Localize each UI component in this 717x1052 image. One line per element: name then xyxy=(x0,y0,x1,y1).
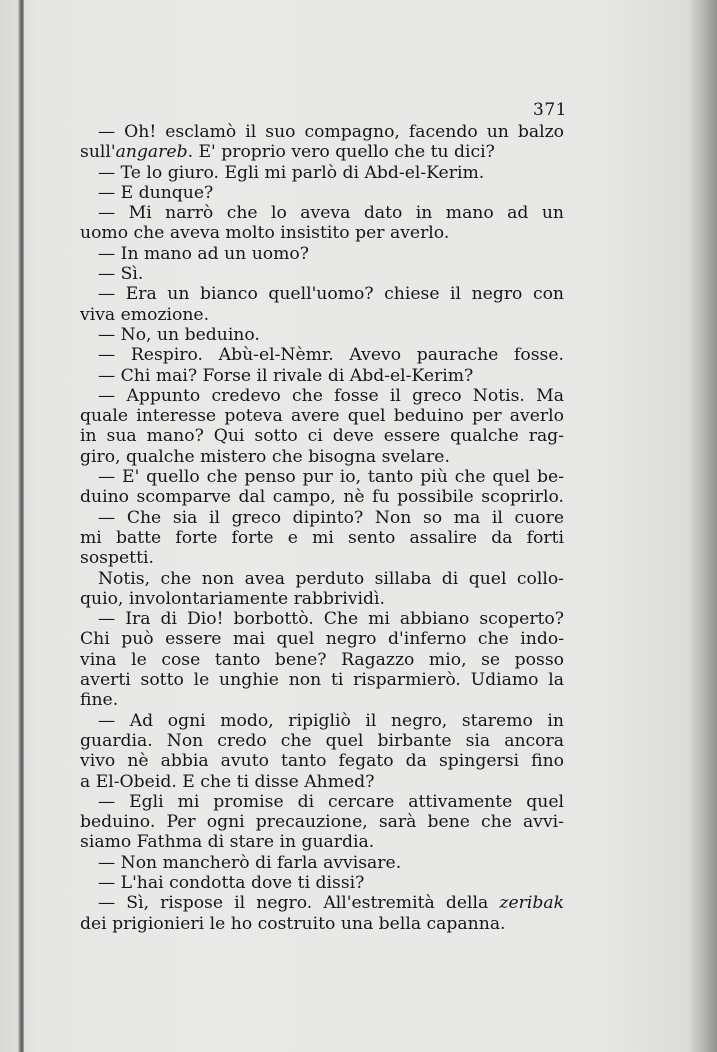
text-line: — Sì. xyxy=(98,264,144,285)
text-line: sospetti. xyxy=(80,548,154,569)
text-line: — Chi mai? Forse il rivale di Abd-el-Kerim? xyxy=(98,365,474,386)
text-line xyxy=(80,893,564,913)
text-line: Chi può essere mai quel negro d'inferno che indo- xyxy=(80,629,564,650)
text-line: guardia. Non credo che quel birbante sia ancora xyxy=(80,730,564,751)
text-line: — Te lo giuro. Egli mi parlò di Abd-el-Kerim. xyxy=(98,162,485,183)
text-line: fine. xyxy=(80,690,119,711)
text-line: — Non mancherò di farla avvisare. xyxy=(98,852,402,873)
page-binding-edge xyxy=(18,0,24,1052)
text-line: vina le cose tanto bene? Ragazzo mio, se posso xyxy=(80,649,564,670)
text-line-italic: angareb xyxy=(115,142,188,163)
text-line: viva emozione. xyxy=(80,304,210,325)
text-line: — Ad ogni modo, ripigliò il negro, staremo in xyxy=(98,710,564,731)
text-line: in sua mano? Qui sotto ci deve essere qualche rag- xyxy=(80,426,564,447)
text-line: quale interesse poteva avere quel beduino per averlo xyxy=(80,406,564,427)
text-line: dei prigionieri le ho costruito una bella capanna. xyxy=(80,913,506,934)
text-line: Notis, che non avea perduto sillaba di quel collo- xyxy=(98,568,564,589)
text-line: — Era un bianco quell'uomo? chiese il negro con xyxy=(98,284,564,305)
text-line: — Ira di Dio! borbottò. Che mi abbiano scoperto? xyxy=(98,609,564,630)
text-line-segment: . E' proprio vero quello che tu dici? xyxy=(187,142,495,163)
text-line xyxy=(80,142,564,162)
text-line: a El-Obeid. E che ti disse Ahmed? xyxy=(80,771,375,792)
text-line: — In mano ad un uomo? xyxy=(98,243,309,264)
text-line: beduino. Per ogni precauzione, sarà bene che avvi- xyxy=(80,812,564,833)
text-line: averti sotto le unghie non ti risparmierò. Udiamo la xyxy=(80,670,564,691)
body-text xyxy=(80,122,564,934)
text-line: — E' quello che penso pur io, tanto più che quel be- xyxy=(98,467,564,488)
text-line: duino scomparve dal campo, nè fu possibile scoprirlo. xyxy=(80,487,564,508)
text-line: vivo nè abbia avuto tanto fegato da spingersi fino xyxy=(80,751,564,772)
text-line: uomo che aveva molto insistito per averlo. xyxy=(80,223,450,244)
text-line: quio, involontariamente rabbrividì. xyxy=(80,588,385,609)
text-line: siamo Fathma di stare in guardia. xyxy=(80,832,375,853)
page-right-shadow xyxy=(687,0,717,1052)
text-line: mi batte forte forte e mi sento assalire da forti xyxy=(80,527,564,548)
text-line: — No, un beduino. xyxy=(98,324,260,345)
text-line: — E dunque? xyxy=(98,182,214,203)
text-line-segment: sull' xyxy=(80,142,116,163)
page-number: 371 xyxy=(533,100,567,120)
text-line-italic: zeribak xyxy=(499,893,564,914)
text-line: — L'hai condotta dove ti dissi? xyxy=(98,872,365,893)
text-line: — Egli mi promise di cercare attivamente quel xyxy=(98,791,564,812)
text-line: — Appunto credevo che fosse il greco Notis. Ma xyxy=(98,385,564,406)
text-line: — Che sia il greco dipinto? Non so ma il cuore xyxy=(98,507,564,528)
text-line: — Respiro. Abù-el-Nèmr. Avevo paurache fosse. xyxy=(98,345,564,366)
text-line: giro, qualche mistero che bisogna svelare. xyxy=(80,446,450,467)
text-line: — Oh! esclamò il suo compagno, facendo un balzo xyxy=(98,122,564,142)
text-line: — Mi narrò che lo aveva dato in mano ad un xyxy=(98,203,564,224)
text-line-segment: — Sì, rispose il negro. All'estremità della xyxy=(98,893,500,914)
